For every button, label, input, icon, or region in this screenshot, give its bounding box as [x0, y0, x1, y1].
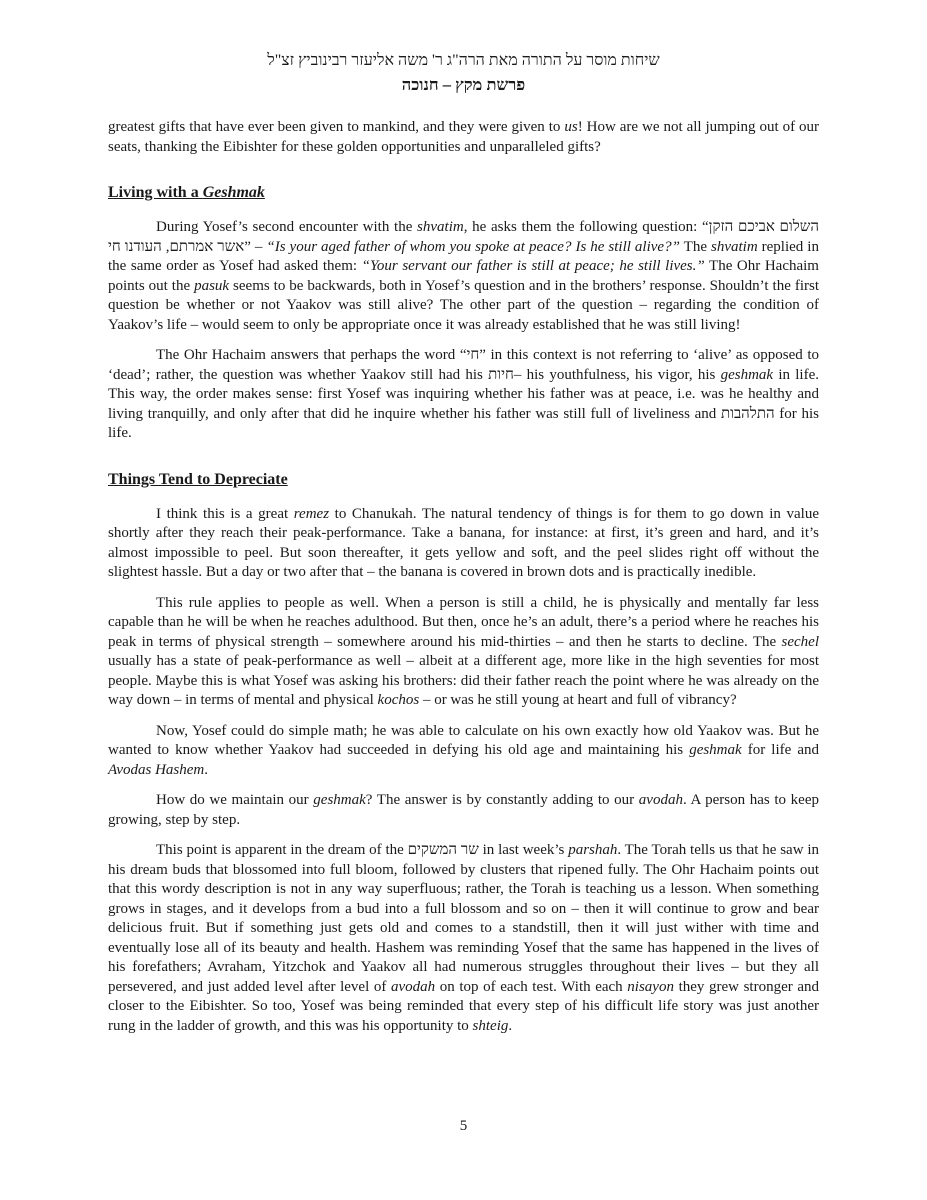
- text-run: ! How are we not all jumping out of our seats, thanking the Eibishter for these golden opportunities and unparalleled gifts?: [108, 119, 820, 155]
- italic-text-run: geshmak: [313, 792, 366, 808]
- text-run: ” in this context is not referring to ‘alive’ as opposed to ‘dead’; rather, the question was whether Yaakov still had his: [108, 347, 820, 383]
- text-run: Now, Yosef could do simple math; he was able to calculate on his own exactly how old Yaakov was. But he wanted to know whether Yaakov had succeeded in defying his old age and maintaining his: [108, 722, 819, 758]
- text-run: on top of each test. With each: [435, 978, 628, 995]
- text-run: .: [204, 761, 208, 778]
- italic-text-run: Geshmak: [202, 184, 265, 201]
- document-header: [108, 50, 819, 95]
- text-run: The Ohr Hachaim points out the: [108, 258, 819, 294]
- text-run: This rule applies to people as well. When a person is still a child, he is physically and mentally far less capable than he will be when he reaches adulthood. But then, once he’s an adult, there’s a period where he reaches his peak in terms of physical strength – somewhere around his mid-thirties – and then he starts to decline. The: [108, 594, 819, 650]
- hebrew-text-run: השלום אביכם הזקן אשר אמרתם, העודנו חי: [108, 219, 820, 255]
- italic-text-run: “Your servant our father is still at peace; he still lives.”: [361, 258, 705, 274]
- paragraph: [108, 505, 819, 583]
- hebrew-text-run: שר המשקים: [407, 842, 479, 858]
- text-run: The: [679, 238, 711, 255]
- paragraph: [108, 118, 819, 157]
- italic-text-run: geshmak: [689, 742, 742, 758]
- paragraph: [108, 594, 819, 711]
- text-run: . A person has to keep growing, step by step.: [108, 792, 819, 828]
- italic-text-run: shteig: [472, 1017, 509, 1034]
- text-run: Living with a: [108, 184, 203, 201]
- text-run: The Ohr Hachaim answers that perhaps the word “: [156, 347, 467, 363]
- hebrew-text-run: התלהבות: [720, 405, 775, 422]
- text-run: During Yosef’s second encounter with the: [156, 219, 418, 235]
- italic-text-run: kochos: [377, 692, 420, 708]
- text-run: .: [508, 1017, 513, 1034]
- text-run: in life. This way, the order makes sense: first Yosef was inquiring whether his father was at peace, i.e. was he healthy and living tranquilly, and only after that did he inquire whether his father was still full of liveliness and: [108, 366, 819, 422]
- text-run: This point is apparent in the dream of the: [156, 842, 408, 858]
- text-run: – his youthfulness, his vigor, his: [513, 366, 721, 383]
- text-run: in last week’s: [478, 842, 569, 858]
- text-run: ” –: [244, 238, 267, 255]
- section-heading: [108, 470, 819, 490]
- header-subtitle-hebrew: פרשת מקץ – חנוכה: [401, 75, 526, 94]
- italic-text-run: pasuk: [194, 277, 230, 294]
- text-run: for life and: [741, 742, 820, 758]
- hebrew-text-run: חי: [466, 347, 480, 363]
- section-heading: [108, 183, 819, 203]
- text-run: greatest gifts that have ever been given to mankind, and they were given to: [108, 119, 565, 135]
- paragraph: [108, 218, 819, 335]
- italic-text-run: avodah: [638, 792, 683, 808]
- italic-text-run: nisayon: [627, 978, 674, 995]
- text-run: ? The answer is by constantly adding to our: [365, 792, 639, 808]
- paragraph: [108, 346, 819, 444]
- italic-text-run: geshmak: [720, 366, 774, 383]
- text-run: for his life.: [108, 405, 819, 441]
- page-number: 5: [459, 1118, 468, 1134]
- italic-text-run: parshah: [568, 842, 618, 858]
- text-run: , he asks them the following question: “: [463, 219, 709, 235]
- header-title-hebrew: שיחות מוסר על התורה מאת הרה"ג ר' משה אליעזר רבינוביץ זצ"ל: [267, 52, 660, 69]
- italic-text-run: Avodas Hashem: [108, 761, 205, 778]
- text-run: Things Tend to Depreciate: [108, 470, 288, 488]
- paragraph: [108, 722, 819, 781]
- text-run: replied in the same order as Yosef had asked them:: [108, 238, 819, 274]
- italic-text-run: shvatim: [710, 238, 758, 255]
- text-run: seems to be backwards, both in Yosef’s question and in the brothers’ response. Shouldn’t the first question be whether or not Yaakov was still alive? The other part of the question – regarding the condition of Yaakov’s life – would seem to only be appropriate once it was already established that he was still living!: [108, 277, 819, 333]
- text-run: . The Torah tells us that he saw in his dream buds that blossomed into full bloom, followed by clusters that ripened fully. The Ohr Hachaim points out that this wordy description is not in any way superfluous; rather, the Torah is teaching us a lesson. When something grows in stages, and it develops from a bud into a full blossom and so on – then it will continue to grow and bear delicious fruit. But if something just gets old and comes to a standstill, then it will just wither with time and eventually lose all of its beauty and health. Hashem was reminding Yosef that the same has happened in the lives of his forefathers; Avraham, Yitzchok and Yaakov all had numerous struggles throughout their lives – but they all persevered, and just added level after level of: [108, 842, 820, 995]
- paragraph: [108, 841, 819, 1036]
- document-content: [108, 118, 819, 1036]
- italic-text-run: remez: [293, 505, 330, 522]
- italic-text-run: “Is your aged father of whom you spoke at peace? Is he still alive?”: [266, 238, 680, 255]
- paragraph: [108, 791, 819, 830]
- hebrew-text-run: חיות: [488, 366, 514, 383]
- text-run: – or was he still young at heart and full of vibrancy?: [419, 692, 737, 708]
- italic-text-run: shvatim: [417, 219, 464, 235]
- italic-text-run: sechel: [781, 633, 819, 650]
- text-run: usually has a state of peak-performance as well – albeit at a different age, more like in the high seventies for most people. Maybe this is what Yosef was asking his brothers: did their father reach the point where he was already on the way down – in terms of mental and physical: [108, 653, 819, 708]
- text-run: I think this is a great: [156, 505, 294, 522]
- text-run: How do we maintain our: [156, 792, 314, 808]
- italic-text-run: us: [564, 119, 578, 135]
- text-run: to Chanukah. The natural tendency of things is for them to go down in value shortly after they reach their peak-performance. Take a banana, for instance: at first, it’s green and hard, and it’s almost impossible to peel. But soon thereafter, it gets yellow and soft, and the peel slides right off without the slightest hassle. But a day or two after that – the banana is covered in brown dots and is practically inedible.: [108, 505, 819, 580]
- italic-text-run: avodah: [390, 978, 436, 995]
- text-run: they grew stronger and closer to the Eibishter. So too, Yosef was being reminded that every step of his difficult life story was just another rung in the ladder of growth, and this was his opportunity to: [108, 978, 820, 1034]
